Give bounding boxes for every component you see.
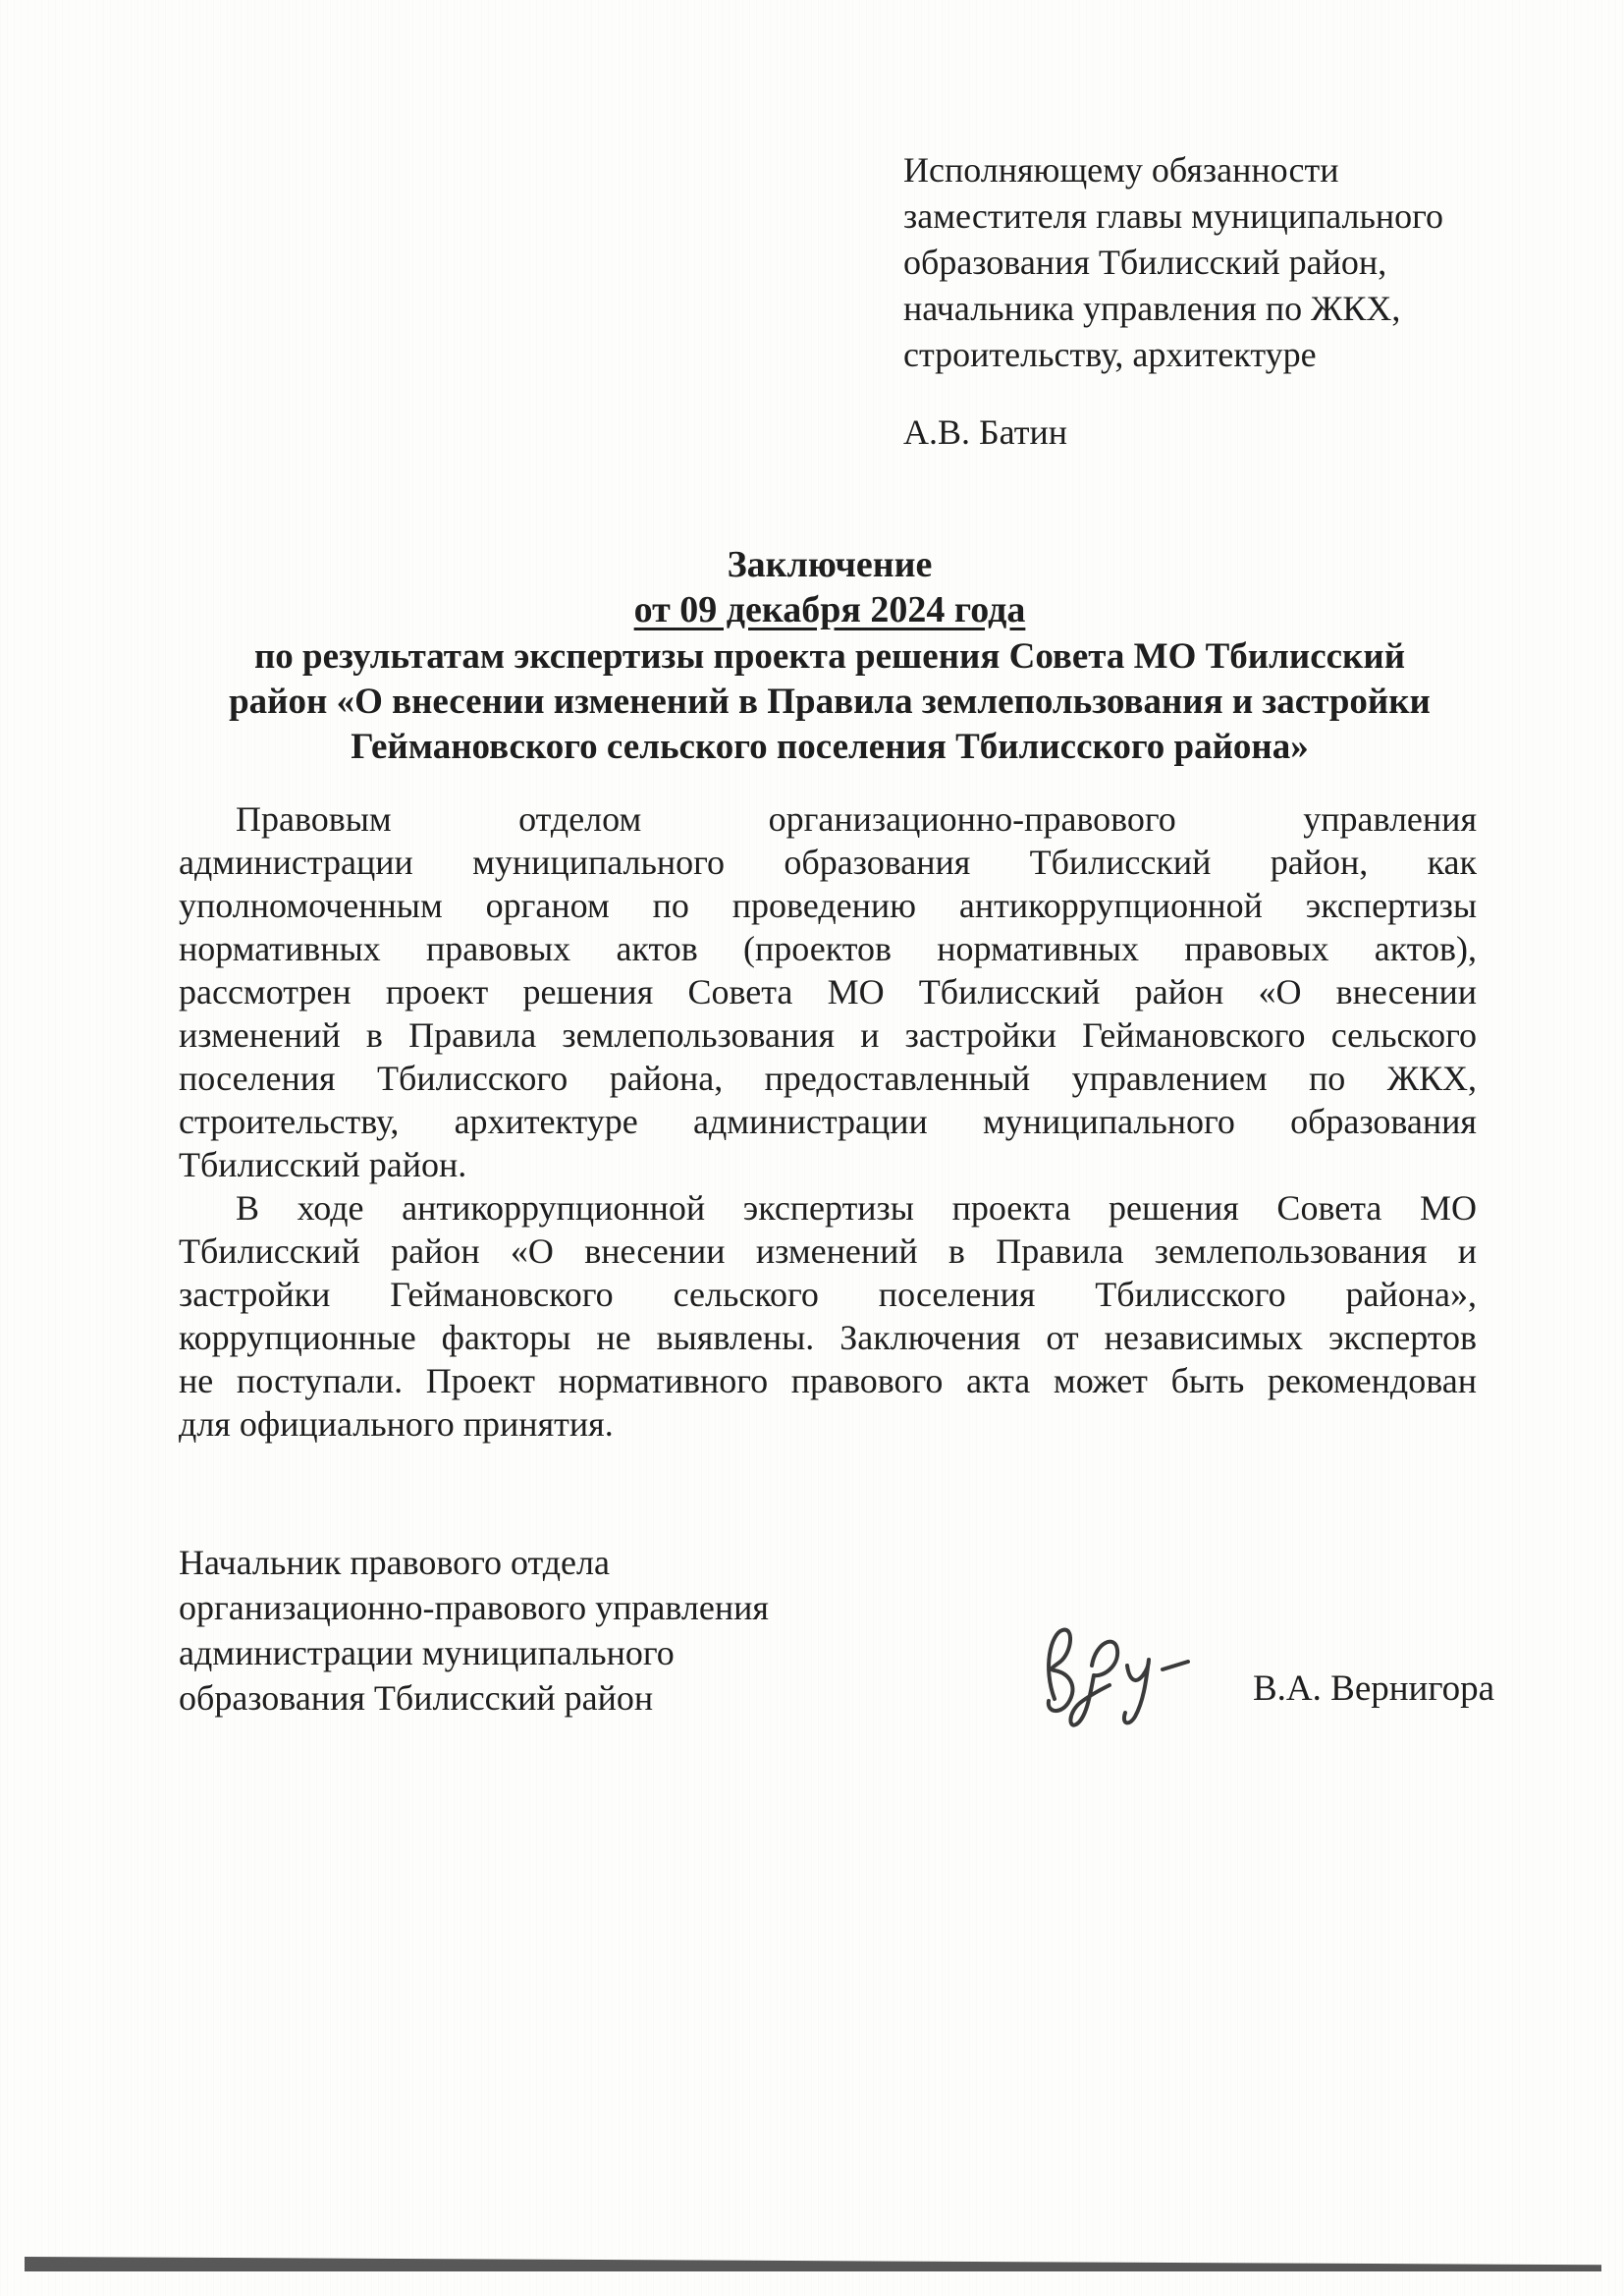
- body-line: не поступали. Проект нормативного правового акта может быть рекомендован: [179, 1361, 1477, 1400]
- addressee-line: заместителя главы муниципального: [903, 196, 1444, 236]
- body-line: рассмотрен проект решения Совета МО Тбилисский район «О внесении: [179, 972, 1477, 1011]
- title-block: [177, 542, 1483, 770]
- subject-line: по результатам экспертизы проекта решения Совета МО Тбилисский: [253, 636, 1406, 677]
- body-line: коррупционные факторы не выявлены. Заключения от независимых экспертов: [179, 1318, 1477, 1357]
- signer-position-line: администрации муниципального: [179, 1633, 675, 1672]
- document-title: Заключение: [727, 544, 933, 585]
- body-line: Тбилисский район.: [179, 1145, 467, 1184]
- signer-position-block: [179, 1540, 866, 1721]
- document-subject: [177, 634, 1483, 770]
- body-line: Правовым отделом организационно-правового управления: [236, 799, 1477, 839]
- body-line: администрации муниципального образования Тбилисский район, как: [179, 843, 1477, 882]
- body-line: застройки Геймановского сельского поселения Тбилисского района»,: [179, 1275, 1477, 1314]
- addressee-line: начальника управления по ЖКХ,: [903, 289, 1401, 328]
- recipient-name: А.В. Батин: [903, 412, 1067, 452]
- subject-line: район «О внесении изменений в Правила землепользования и застройки: [229, 682, 1431, 722]
- body-line: поселения Тбилисского района, предоставленный управлением по ЖКХ,: [179, 1059, 1477, 1098]
- addressee-line: образования Тбилисский район,: [903, 243, 1387, 282]
- handwritten-signature: [1033, 1609, 1210, 1741]
- body-line: для официального принятия.: [179, 1404, 614, 1444]
- body-paragraph-2: [179, 1186, 1477, 1446]
- signer-name: В.А. Вернигора: [1253, 1668, 1495, 1709]
- body-line: строительству, архитектуре администрации муниципального образования: [179, 1102, 1477, 1141]
- signer-position-line: организационно-правового управления: [179, 1588, 769, 1627]
- body-line: изменений в Правила землепользования и застройки Геймановского сельского: [179, 1015, 1477, 1055]
- signer-position-line: Начальник правового отдела: [179, 1543, 610, 1582]
- subject-line: Геймановского сельского поселения Тбилисского района»: [351, 727, 1309, 767]
- addressee-line: Исполняющему обязанности: [903, 150, 1339, 190]
- document-body: [179, 797, 1477, 1446]
- signer-position-line: образования Тбилисский район: [179, 1678, 654, 1718]
- body-line: Тбилисский район «О внесении изменений в Правила землепользования и: [179, 1231, 1477, 1271]
- body-paragraph-1: [179, 797, 1477, 1186]
- document-date: от 09 декабря 2024 года: [633, 589, 1026, 630]
- body-line: В ходе антикоррупционной экспертизы проекта решения Совета МО: [236, 1188, 1477, 1228]
- scan-artifact-bar: [25, 2257, 1601, 2271]
- body-line: нормативных правовых актов (проектов нормативных правовых актов),: [179, 929, 1477, 968]
- addressee-block: [903, 147, 1502, 378]
- addressee-line: строительству, архитектуре: [903, 335, 1317, 374]
- body-line: уполномоченным органом по проведению антикоррупционной экспертизы: [179, 886, 1477, 925]
